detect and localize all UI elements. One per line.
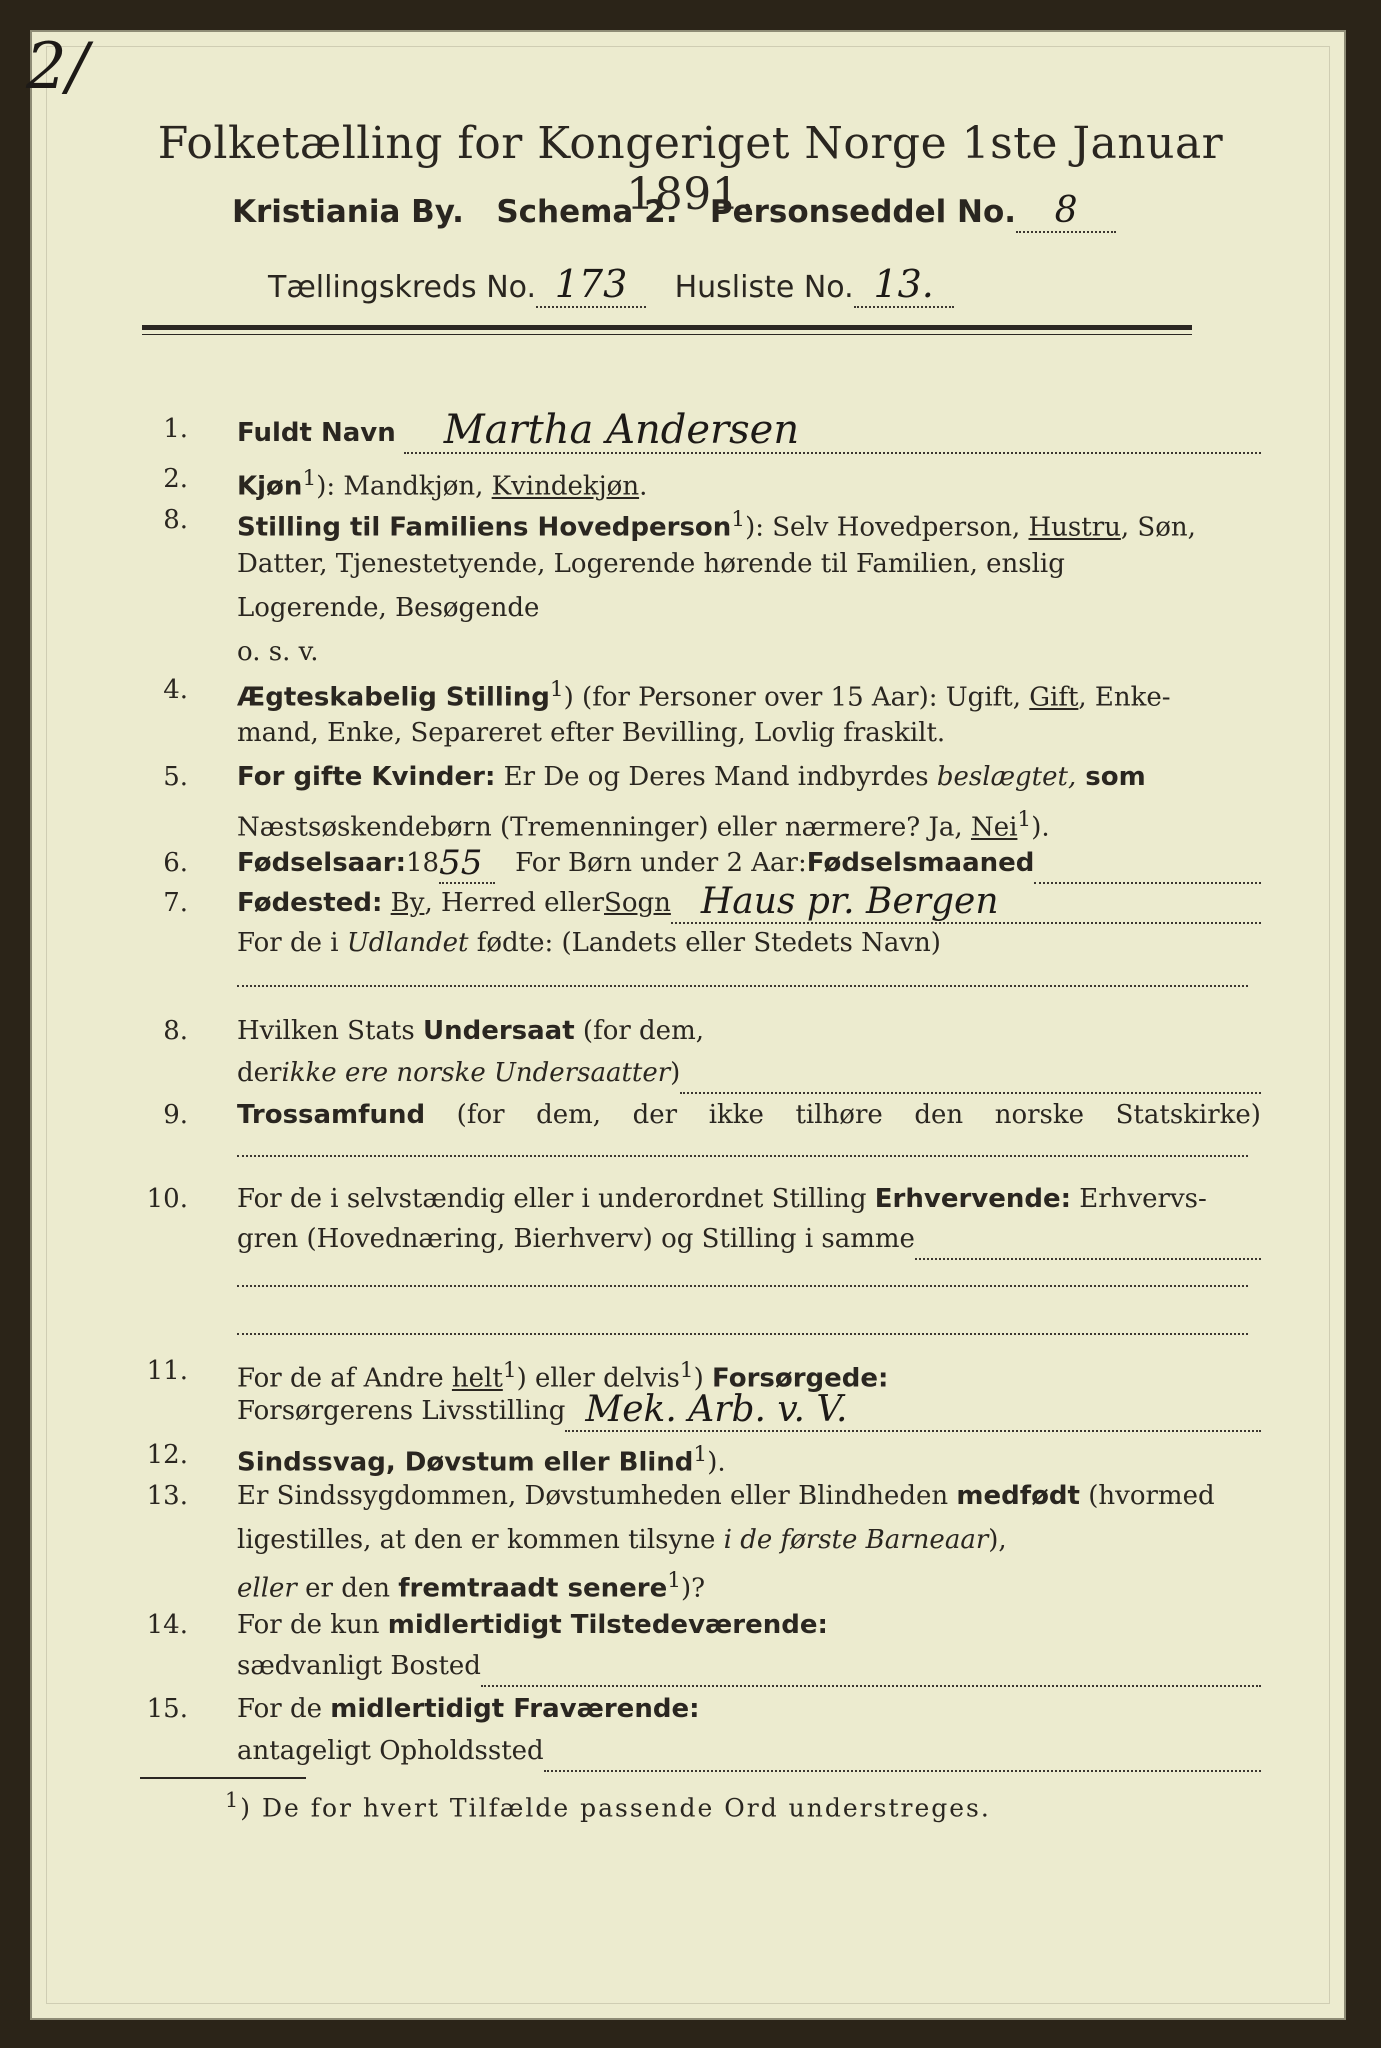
kinship-question-a: Er De og Deres Mand indbyrdes [495,762,937,792]
citizenship-field[interactable] [680,1066,1261,1094]
birth-month-label: Fødselsmaaned [806,848,1035,878]
birthplace-options: , Herred eller [424,888,605,918]
occupation-label: Erhvervende: [874,1184,1072,1214]
footnote-ref: 1 [731,507,746,532]
birthplace-label: Fødested: [237,888,383,918]
probable-residence-field[interactable] [544,1744,1261,1772]
form-title: Folketælling for Kongeriget Norge 1ste Januar 1891. [157,118,1224,220]
foreign-born-field[interactable] [237,985,1248,987]
item-number: 1. [163,414,188,444]
religion-word: der [632,1100,678,1130]
foreign-born-a: For de i [237,928,347,958]
citizenship-line-2-b: ) [670,1058,681,1088]
birthplace-sogn-underlined[interactable]: Sogn [604,888,671,918]
footnote-ref: 1 [549,677,564,702]
probable-residence-label: antageligt Opholdssted [237,1736,544,1766]
footnote-marker: 1 [225,1788,241,1812]
kinship-end: ). [1031,812,1050,843]
household-options-b: , Søn, [1120,512,1196,543]
item-number: 7. [163,888,188,918]
congenital-line-2-a: ligestilles, at den er kommen tilsyne [237,1525,724,1555]
religion-field[interactable] [237,1155,1248,1157]
personseddel-label: Personseddel No. [709,194,1017,230]
item-number: 13. [146,1481,188,1511]
occupation-line-2: gren (Hovednæring, Bierhverv) og Stilling i samme [237,1224,915,1254]
husliste-label: Husliste No. [674,270,854,305]
household-answer-underlined[interactable]: Hustru [1028,512,1121,543]
kinship-answer-underlined[interactable]: Nei [970,812,1018,843]
item-number: 6. [163,848,188,878]
corner-handwritten-mark: 2/ [26,30,89,104]
congenital-line-3-a: er den [296,1573,399,1604]
item-number: 8. [163,505,188,535]
congenital-label: medfødt [956,1481,1080,1511]
kinship-question-italic: beslægtet, [936,762,1077,792]
household-options-a: ): Selv Hovedperson, [745,512,1029,543]
full-name-answer[interactable]: Martha Andersen [404,408,1261,454]
footnote-ref: 1 [1017,807,1032,832]
foreign-born-italic: Udlandet [346,928,469,958]
item-number: 4. [163,675,188,705]
sex-label: Kjøn [237,471,303,502]
dependents-a: For de af Andre [237,1363,452,1394]
household-position-label: Stilling til Familiens Hovedperson [237,512,732,543]
kinship-question-b: som [1076,762,1146,792]
religion-word: (for [456,1100,505,1130]
birth-year-answer[interactable]: 55 [439,844,495,884]
district-line [268,262,954,308]
religion-word: den [914,1100,964,1130]
dependents-c: ) [693,1363,712,1394]
item-number: 9. [163,1100,188,1130]
full-name-label: Fuldt Navn [237,418,396,448]
occupation-a: For de i selvstændig eller i underordnet Stilling [237,1184,875,1214]
item-number: 15. [146,1694,188,1724]
birth-month-question: For Børn under 2 Aar: [515,848,807,878]
marital-status-label: Ægteskabelig Stilling [237,682,550,713]
footnote-rule [140,1777,306,1779]
religion-word: dem, [536,1100,602,1130]
header-rule-thin [142,334,1192,335]
header-rule [142,325,1192,330]
congenital-a: Er Sindssygdommen, Døvstumheden eller Blindheden [237,1481,957,1511]
city-label: Kristiania By. [232,194,464,230]
household-options-line-4: o. s. v. [237,637,319,667]
temp-present-label: midlertidigt Tilstedeværende: [387,1610,828,1640]
footnote-ref: 1 [693,1442,708,1467]
congenital-line-3-c: )? [681,1573,706,1604]
footnote-ref: 1 [667,1568,682,1593]
personseddel-number: 8 [1016,190,1116,233]
kreds-label: Tællingskreds No. [268,270,536,305]
occupation-field-2[interactable] [237,1285,1248,1287]
congenital-b: (hvormed [1079,1481,1215,1511]
occupation-b: Erhvervs- [1071,1184,1207,1214]
birthplace-by-underlined[interactable]: By [390,888,425,918]
item-number: 11. [146,1356,188,1386]
temp-absent-a: For de [237,1694,331,1724]
birth-year-prefix: 18 [406,848,440,878]
form-subheading [232,190,1116,233]
occupation-field[interactable] [915,1232,1261,1260]
congenital-line-2-b: ), [988,1525,1007,1555]
married-women-label: For gifte Kvinder: [237,762,496,792]
provider-occupation-label: Forsørgerens Livsstilling [237,1396,566,1426]
item-number: 5. [163,762,188,792]
household-options-line-3: Logerende, Besøgende [237,593,540,623]
footnote [225,1788,991,1822]
citizenship-line-2-a: der [237,1058,282,1088]
disability-end: ). [707,1447,726,1478]
household-options-line-2: Datter, Tjenestetyende, Logerende hørende til Familien, enslig [237,549,1065,579]
temp-present-a: For de kun [237,1610,388,1640]
religion-word: ikke [708,1100,764,1130]
citizenship-label: Undersaat [422,1016,575,1046]
birthplace-answer[interactable]: Haus pr. Bergen [671,882,1261,924]
temp-absent-label: midlertidigt Fraværende: [330,1694,700,1724]
disability-label: Sindssvag, Døvstum eller Blind [237,1447,694,1478]
sex-answer-underlined[interactable]: Kvindekjøn [491,471,640,502]
foreign-born-b: fødte: (Landets eller Stedets Navn) [468,928,941,958]
citizenship-a: Hvilken Stats [237,1016,423,1046]
religion-word: Statskirke) [1115,1100,1261,1130]
sex-options: ): Mandkjøn, [316,471,492,502]
religion-label: Trossamfund [237,1100,426,1130]
footnote-ref: 1 [502,1358,517,1383]
marital-options-b: , Enke- [1078,682,1171,713]
item-number: 12. [146,1440,188,1470]
husliste-number: 13. [854,262,954,308]
kreds-number: 173 [536,262,646,308]
item-number: 8. [163,1016,188,1046]
item-number: 14. [146,1610,188,1640]
marital-options-a: ) (for Personer over 15 Aar): Ugift, [563,682,1030,713]
dependents-label: Forsørgede: [712,1363,889,1394]
occupation-field-3[interactable] [237,1333,1248,1335]
schema-label: Schema 2. [496,194,678,230]
religion-word: tilhøre [795,1100,883,1130]
footnote-ref: 1 [302,466,317,491]
footnote-ref: 1 [679,1358,694,1383]
kinship-question-line-2: Næstsøskendebørn (Tremenninger) eller nærmere? Ja, [237,812,971,843]
congenital-line-3-bold: fremtraadt senere [398,1573,668,1604]
citizenship-b: (for dem, [574,1016,704,1046]
congenital-line-3-italic: eller [237,1573,297,1604]
usual-residence-label: sædvanligt Bosted [237,1651,481,1681]
birth-year-label: Fødselsaar: [237,848,406,878]
item-number: 10. [146,1184,188,1214]
usual-residence-field[interactable] [481,1659,1261,1687]
sex-end: . [639,471,648,502]
marital-answer-underlined[interactable]: Gift [1029,682,1079,713]
provider-occupation-answer[interactable]: Mek. Arb. v. V. [565,1390,1261,1432]
citizenship-line-2-italic: ikke ere norske Undersaatter [281,1058,671,1088]
dependents-helt-underlined[interactable]: helt [451,1363,503,1394]
dependents-b: ) eller delvis [516,1363,680,1394]
item-number: 2. [163,464,188,494]
birth-month-field[interactable] [1034,856,1261,884]
marital-options-line-2: mand, Enke, Separeret efter Bevilling, Lovlig fraskilt. [237,718,946,748]
footnote-text: ) De for hvert Tilfælde passende Ord understreges. [240,1793,991,1823]
religion-word: norske [994,1100,1085,1130]
congenital-line-2-italic: i de første Barneaar [723,1525,989,1555]
